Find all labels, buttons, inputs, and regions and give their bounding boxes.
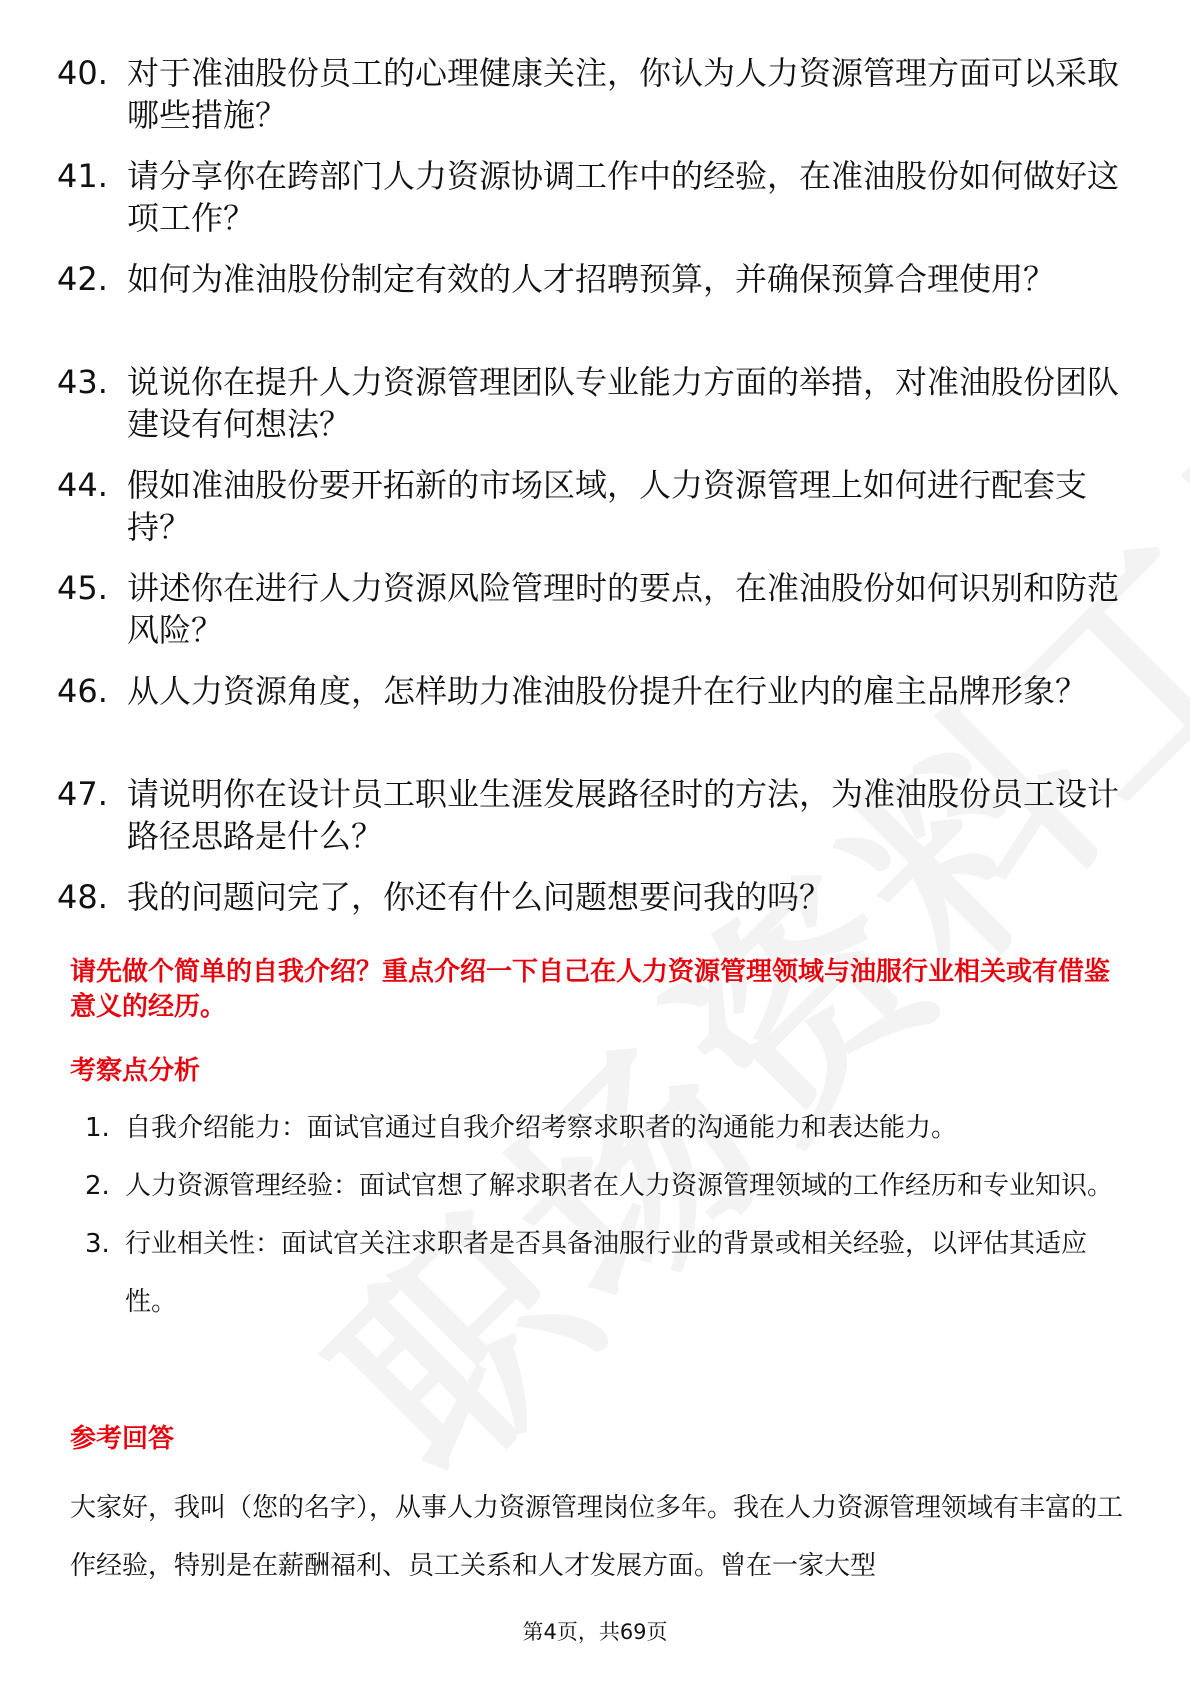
question-number: 41. <box>57 157 108 195</box>
page-footer: 第4页，共69页 <box>522 1620 668 1644</box>
question-text: 请分享你在跨部门人力资源协调工作中的经验，在准油股份如何做好这项工作？ <box>127 157 1120 237</box>
question-list <box>57 52 1137 937</box>
analysis-heading: 考察点分析 <box>70 1056 201 1086</box>
question-item <box>57 670 1137 754</box>
question-text: 说说你在提升人力资源管理团队专业能力方面的举措，对准油股份团队建设有何想法？ <box>127 363 1120 443</box>
analysis-point-number: 1. <box>85 1113 110 1143</box>
question-item <box>57 567 1137 651</box>
answer-heading: 参考回答 <box>70 1424 175 1454</box>
question-number: 40. <box>57 54 108 92</box>
analysis-point-text: 自我介绍能力：面试官通过自我介绍考察求职者的沟通能力和表达能力。 <box>125 1113 958 1143</box>
analysis-point <box>85 1099 1130 1157</box>
question-number: 44. <box>57 466 108 504</box>
question-text: 从人力资源角度，怎样助力准油股份提升在行业内的雇主品牌形象？ <box>127 672 1088 710</box>
analysis-point <box>85 1215 1130 1331</box>
question-text: 我的问题问完了，你还有什么问题想要问我的吗？ <box>127 878 832 916</box>
question-number: 45. <box>57 569 108 607</box>
question-item <box>57 258 1137 342</box>
question-text: 讲述你在进行人力资源风险管理时的要点，在准油股份如何识别和防范风险？ <box>127 569 1120 649</box>
question-text: 请说明你在设计员工职业生涯发展路径时的方法，为准油股份员工设计路径思路是什么？ <box>127 775 1120 855</box>
analysis-point-text: 人力资源管理经验：面试官想了解求职者在人力资源管理领域的工作经历和专业知识。 <box>125 1171 1114 1201</box>
question-text: 对于准油股份员工的心理健康关注，你认为人力资源管理方面可以采取哪些措施？ <box>127 54 1120 134</box>
analysis-point-list <box>85 1099 1130 1331</box>
interview-question-heading: 请先做个简单的自我介绍？重点介绍一下自己在人力资源管理领域与油服行业相关或有借鉴意义的经历。 <box>70 957 1111 1022</box>
question-text: 如何为准油股份制定有效的人才招聘预算，并确保预算合理使用？ <box>127 260 1056 298</box>
answer-paragraph: 大家好，我叫（您的名字），从事人力资源管理岗位多年。我在人力资源管理领域有丰富的工作经验，特别是在薪酬福利、员工关系和人才发展方面。曾在一家大型 <box>70 1493 1124 1581</box>
analysis-point-number: 3. <box>85 1229 110 1259</box>
analysis-point-text: 行业相关性：面试官关注求职者是否具备油服行业的背景或相关经验，以评估其适应性。 <box>125 1229 1088 1317</box>
question-item <box>57 464 1137 548</box>
question-number: 48. <box>57 878 108 916</box>
question-number: 46. <box>57 672 108 710</box>
question-text: 假如准油股份要开拓新的市场区域，人力资源管理上如何进行配套支持？ <box>127 466 1088 546</box>
question-item <box>57 876 1137 918</box>
question-item <box>57 773 1137 857</box>
question-item <box>57 155 1137 239</box>
analysis-point <box>85 1157 1130 1215</box>
question-item <box>57 361 1137 445</box>
question-number: 42. <box>57 260 108 298</box>
question-item <box>57 52 1137 136</box>
analysis-point-number: 2. <box>85 1171 110 1201</box>
question-number: 47. <box>57 775 108 813</box>
question-number: 43. <box>57 363 108 401</box>
